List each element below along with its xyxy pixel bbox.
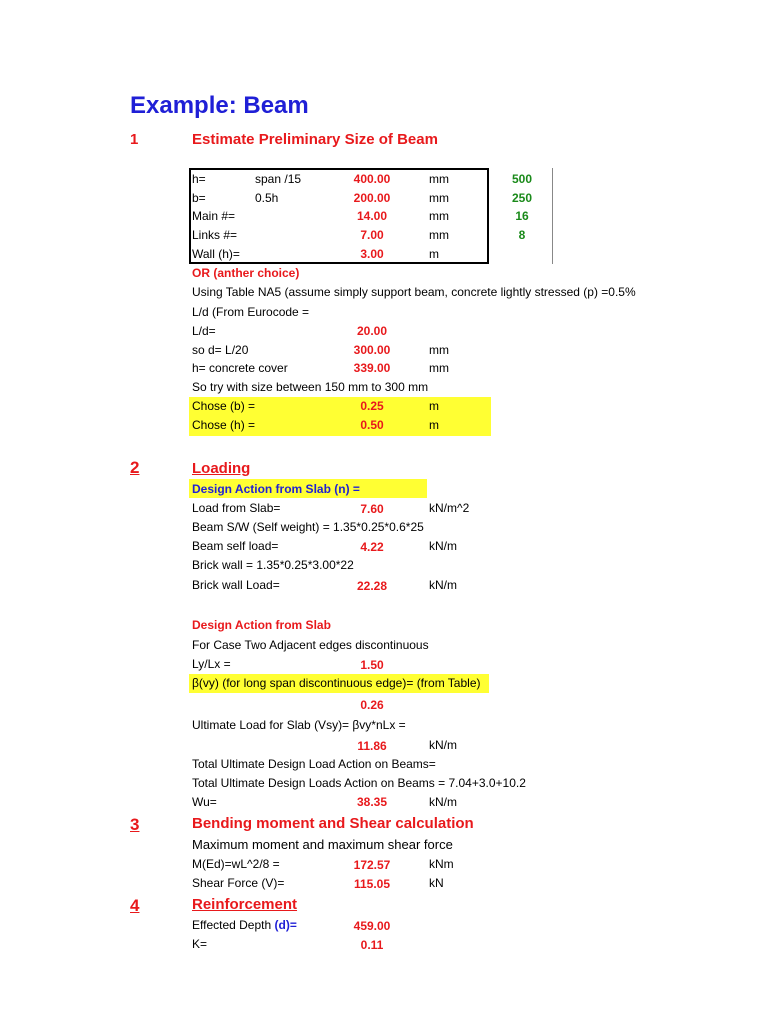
ld-label: L/d= — [192, 324, 216, 338]
beam-self-label: Beam self load= — [192, 539, 279, 553]
eff-depth-line — [192, 918, 297, 932]
beam-self-unit: kN/m — [429, 539, 457, 553]
lylx-value: 1.50 — [360, 658, 384, 672]
chose-h-unit: m — [429, 418, 439, 432]
beta-label-tail: le) — [467, 676, 481, 690]
table-na5-note: Using Table NA5 (assume simply support beam, concrete lightly stressed (p) =0.5% — [192, 285, 636, 299]
row-wall-label: Wall (h)= — [192, 247, 240, 261]
row-links-alt: 8 — [518, 228, 526, 242]
shear-unit: kN — [429, 876, 444, 890]
row-h-desc: span /15 — [255, 172, 302, 186]
ld-value: 20.00 — [356, 324, 388, 338]
page-title: Example: Beam — [130, 92, 309, 119]
eff-depth-label: Effected Depth — [192, 918, 275, 932]
wu-unit: kN/m — [429, 795, 457, 809]
eff-depth-symbol: (d)= — [274, 918, 297, 932]
row-b-value: 200.00 — [353, 191, 391, 205]
hcover-label: h= concrete cover — [192, 361, 288, 375]
sod-value: 300.00 — [353, 343, 391, 357]
row-links-value: 7.00 — [360, 228, 384, 242]
row-h-alt: 500 — [511, 172, 533, 186]
brick-wall-note: Brick wall = 1.35*0.25*3.00*22 — [192, 558, 354, 572]
chose-b-unit: m — [429, 399, 439, 413]
ult-slab-value: 11.86 — [357, 739, 387, 753]
ld-eurocode-note: L/d (From Eurocode = — [192, 305, 310, 319]
try-size-note: So try with size between 150 mm to 300 mm — [192, 380, 429, 394]
hcover-value: 339.00 — [353, 361, 391, 375]
row-b-alt: 250 — [511, 191, 533, 205]
row-main-label: Main #= — [192, 209, 236, 223]
k-label: K= — [192, 937, 208, 951]
row-h-label: h= — [192, 172, 206, 186]
lylx-label: Ly/Lx = — [192, 657, 231, 671]
row-b-desc: 0.5h — [255, 191, 279, 205]
chose-b-value: 0.25 — [360, 399, 384, 413]
beam-self-value: 4.22 — [360, 540, 384, 554]
sod-unit: mm — [429, 343, 449, 357]
total-ult-note-2: Total Ultimate Design Loads Action on Beams = 7.04+3.0+10.2 — [192, 776, 526, 790]
or-choice-label: OR (anther choice) — [192, 266, 300, 280]
row-links-label: Links #= — [192, 228, 238, 242]
load-slab-value: 7.60 — [360, 502, 384, 516]
section-3-heading: Bending moment and Shear calculation — [192, 815, 474, 832]
row-wall-unit: m — [429, 247, 439, 261]
design-action-label: Design Action from Slab — [192, 618, 331, 632]
wu-value: 38.35 — [356, 795, 388, 809]
k-value: 0.11 — [360, 938, 384, 952]
row-b-unit: mm — [429, 191, 449, 205]
ult-slab-unit: kN/m — [429, 738, 457, 752]
med-value: 172.57 — [353, 858, 391, 872]
chose-h-value: 0.50 — [360, 418, 384, 432]
med-label: M(Ed)=wL^2/8 = — [192, 857, 280, 871]
section-2-number: 2 — [130, 458, 140, 477]
beta-line — [192, 676, 481, 690]
ult-slab-label: Ultimate Load for Slab (Vsy)= βvy*nLx = — [192, 718, 406, 732]
sod-label: so d= L/20 — [192, 343, 249, 357]
row-wall-value: 3.00 — [360, 247, 384, 261]
section-4-heading: Reinforcement — [192, 896, 298, 913]
chose-h-label: Chose (h) = — [192, 418, 256, 432]
section-1-heading: Estimate Preliminary Size of Beam — [192, 131, 438, 148]
med-unit: kNm — [429, 857, 454, 871]
row-main-value: 14.00 — [356, 209, 388, 223]
total-ult-note-1: Total Ultimate Design Load Action on Beams= — [192, 757, 436, 771]
alt-values-divider — [552, 168, 553, 264]
max-moment-note: Maximum moment and maximum shear force — [192, 837, 453, 852]
row-links-unit: mm — [429, 228, 449, 242]
design-action-n-label: Design Action from Slab (n) = — [192, 482, 360, 496]
eff-depth-value: 459.00 — [353, 919, 391, 933]
row-b-label: b= — [192, 191, 206, 205]
row-main-unit: mm — [429, 209, 449, 223]
row-main-alt: 16 — [515, 209, 529, 223]
shear-value: 115.05 — [353, 877, 391, 891]
brick-load-label: Brick wall Load= — [192, 578, 280, 592]
row-h-unit: mm — [429, 172, 449, 186]
case-note: For Case Two Adjacent edges discontinuous — [192, 638, 429, 652]
beta-value: 0.26 — [360, 698, 384, 712]
wu-label: Wu= — [192, 795, 217, 809]
beta-label: β(vy) (for long span discontinuous edge)= (from Tab — [192, 676, 468, 690]
load-slab-label: Load from Slab= — [192, 501, 281, 515]
shear-label: Shear Force (V)= — [192, 876, 285, 890]
brick-load-unit: kN/m — [429, 578, 457, 592]
chose-b-label: Chose (b) = — [192, 399, 256, 413]
load-slab-unit: kN/m^2 — [429, 501, 470, 515]
section-2-heading: Loading — [192, 460, 251, 477]
hcover-unit: mm — [429, 361, 449, 375]
section-3-number: 3 — [130, 815, 140, 834]
section-1-number: 1 — [130, 131, 139, 148]
section-4-number: 4 — [130, 896, 140, 915]
beam-sw-note: Beam S/W (Self weight) = 1.35*0.25*0.6*25 — [192, 520, 424, 534]
row-h-value: 400.00 — [353, 172, 391, 186]
brick-load-value: 22.28 — [356, 579, 388, 593]
